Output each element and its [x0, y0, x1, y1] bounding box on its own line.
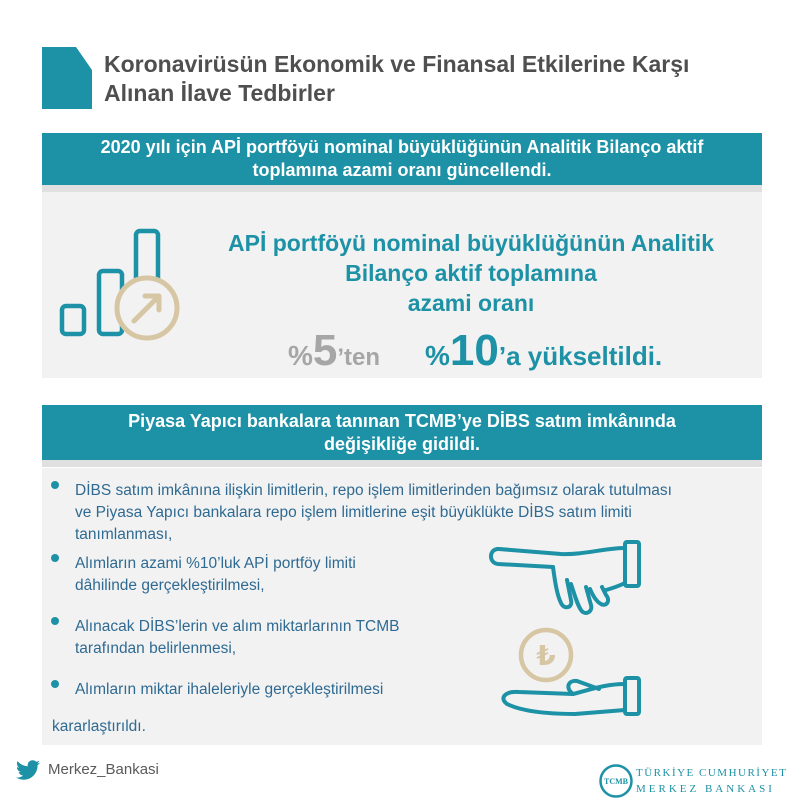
bullet-dot-icon — [51, 680, 59, 688]
bullet-dot-icon — [51, 617, 59, 625]
upper-hand-back — [491, 548, 625, 567]
new-ratio-suffix: ’a yükseltildi. — [498, 341, 663, 371]
old-ratio-value: 5 — [312, 326, 338, 375]
old-ratio-suffix: ’ten — [337, 344, 381, 371]
bullet-line: ve Piyasa Yapıcı bankalara repo işlem limitlerine eşit büyüklükte DİBS satım limiti — [75, 504, 632, 521]
new-ratio-percent-sign: % — [425, 340, 450, 371]
headline-line: APİ portföyü nominal büyüklüğünün Analitik — [228, 230, 714, 256]
new-ratio — [425, 326, 662, 376]
upper-hand-palm — [606, 583, 625, 590]
section-1-header — [42, 133, 762, 185]
bullet-dot-icon — [51, 481, 59, 489]
section-1-headline — [186, 228, 756, 318]
headline-line: azami oranı — [407, 290, 535, 316]
bullet-line: Alınacak DİBS’lerin ve alım miktarlarının TCMB — [75, 618, 400, 635]
bullet-line: DİBS satım imkânına ilişkin limitlerin, repo işlem limitlerinden bağımsız olarak tutulması — [75, 482, 672, 499]
title-marker-icon — [42, 47, 92, 109]
bullet-line: Alımların azami %10’luk APİ portföy limiti — [75, 555, 356, 572]
tcmb-logo-text — [636, 765, 787, 797]
page-title-line: Koronavirüsün Ekonomik ve Finansal Etkilerine Karşı — [104, 51, 690, 77]
tcmb-logo-emblem — [598, 763, 634, 799]
bullet-item — [75, 616, 399, 660]
closing-text: kararlaştırıldı. — [52, 718, 146, 735]
section-2-header — [42, 405, 762, 460]
bullet-line: tarafından belirlenmesi, — [75, 640, 237, 657]
page-title — [104, 50, 689, 108]
bar-chart-growth-icon — [50, 220, 190, 345]
lower-hand-palm — [503, 684, 625, 714]
bullet-item — [75, 553, 356, 597]
section-1-header-line: 2020 yılı için APİ portföyü nominal büyüklüğünün Analitik Bilanço aktif — [100, 137, 704, 157]
bullet-line: dâhilinde gerçekleştirilmesi, — [75, 577, 265, 594]
logo-line-2: MERKEZ BANKASI — [636, 783, 775, 795]
upper-hand-cuff — [625, 542, 639, 586]
section-1-header-shadow — [42, 185, 762, 192]
bullet-item — [75, 480, 672, 546]
old-ratio — [288, 326, 380, 376]
old-ratio-percent-sign: % — [288, 340, 313, 371]
lower-hand-cuff — [625, 678, 639, 714]
bullet-dot-icon — [51, 554, 59, 562]
section-2-header-line: Piyasa Yapıcı bankalara tanınan TCMB’ye DİBS satım imkânında — [128, 410, 676, 431]
page-title-line: Alınan İlave Tedbirler — [104, 80, 335, 106]
upper-hand-finger — [553, 567, 571, 607]
bar-small — [62, 306, 84, 334]
bullet-line: Alımların miktar ihaleleriyle gerçekleştirilmesi — [75, 681, 384, 698]
section-1-header-line: toplamına azami oranı güncellendi. — [252, 160, 552, 180]
bullet-line: tanımlanması, — [75, 526, 173, 543]
headline-line: Bilanço aktif toplamına — [345, 260, 597, 286]
hand-coin-icon — [485, 540, 645, 720]
section-2-header-shadow — [42, 460, 762, 467]
twitter-handle: Merkez_Bankasi — [48, 761, 159, 778]
logo-emblem-letters: TCMB — [604, 777, 628, 786]
lira-symbol: ₺ — [536, 639, 556, 672]
bullet-item — [75, 679, 383, 701]
logo-line-1: TÜRKİYE CUMHURİYET — [636, 767, 788, 779]
new-ratio-value: 10 — [449, 326, 499, 375]
twitter-icon — [16, 758, 40, 782]
section-2-header-line: değişikliğe gidildi. — [323, 433, 481, 454]
